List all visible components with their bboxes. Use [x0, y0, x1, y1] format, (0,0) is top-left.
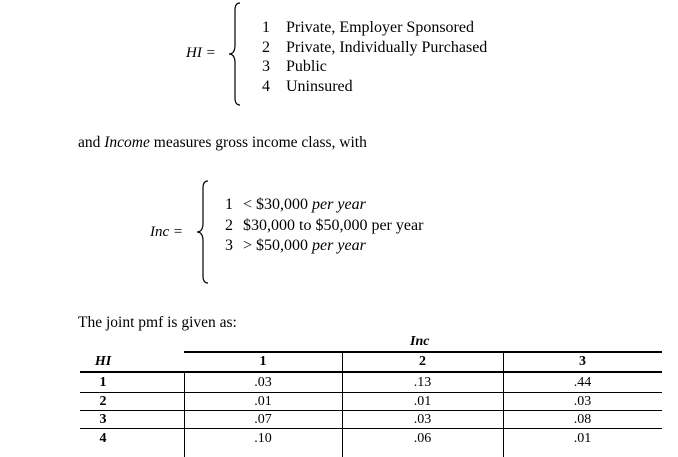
income-sentence: and Income measures gross income class, with: [78, 134, 367, 151]
table-cell: .06: [413, 431, 432, 446]
table-column-header: 1: [259, 354, 267, 369]
table-row-label: 3: [99, 412, 107, 427]
table-row-header-hi: HI: [94, 354, 112, 369]
hi-option: 4 Uninsured: [262, 77, 353, 95]
hi-option: 3 Public: [262, 58, 327, 75]
hi-option: 1 Private, Employer Sponsored: [262, 19, 474, 36]
table-cell: .03: [413, 412, 432, 427]
inc-options-list: [225, 195, 423, 257]
table-top-rule: [184, 351, 662, 353]
inc-option: 2 $30,000 to $50,000 per year: [225, 216, 424, 234]
inc-option: 3 > $50,000 per year: [225, 237, 366, 254]
table-row-rule: [80, 410, 662, 411]
table-row-rule: [80, 428, 662, 429]
table-cell: .03: [254, 375, 272, 390]
table-row-rule: [80, 392, 662, 393]
table-cell: .13: [413, 375, 432, 390]
hi-definition-label: [186, 45, 216, 62]
inc-option: 1 < $30,000 per year: [225, 196, 366, 213]
table-row-label: 2: [99, 394, 107, 409]
table-cell: .44: [573, 375, 592, 390]
inc-definition-label: [150, 224, 183, 241]
table-column-header: 3: [579, 354, 586, 369]
table-row-label: 1: [99, 375, 107, 390]
inc-left-brace: [196, 180, 212, 284]
hi-options-list: [262, 18, 487, 96]
table-cell: .01: [254, 394, 272, 409]
hi-label-text: HI =: [186, 45, 216, 61]
table-row-label: 4: [99, 431, 107, 446]
pmf-heading: The joint pmf is given as:: [78, 314, 237, 331]
table-cell: .01: [413, 394, 432, 409]
table-group-header-inc: Inc: [410, 334, 430, 349]
table-cell: .03: [573, 394, 592, 409]
table-header-rule: [80, 371, 662, 373]
inc-label-text: Inc =: [150, 224, 184, 240]
hi-left-brace: [228, 2, 244, 106]
table-cell: .07: [254, 412, 272, 427]
table-column-header: 2: [419, 354, 426, 369]
table-cell: .08: [573, 412, 592, 427]
table-cell: .10: [254, 431, 272, 446]
hi-option: 2 Private, Individually Purchased: [262, 38, 488, 56]
table-cell: .01: [573, 431, 592, 446]
